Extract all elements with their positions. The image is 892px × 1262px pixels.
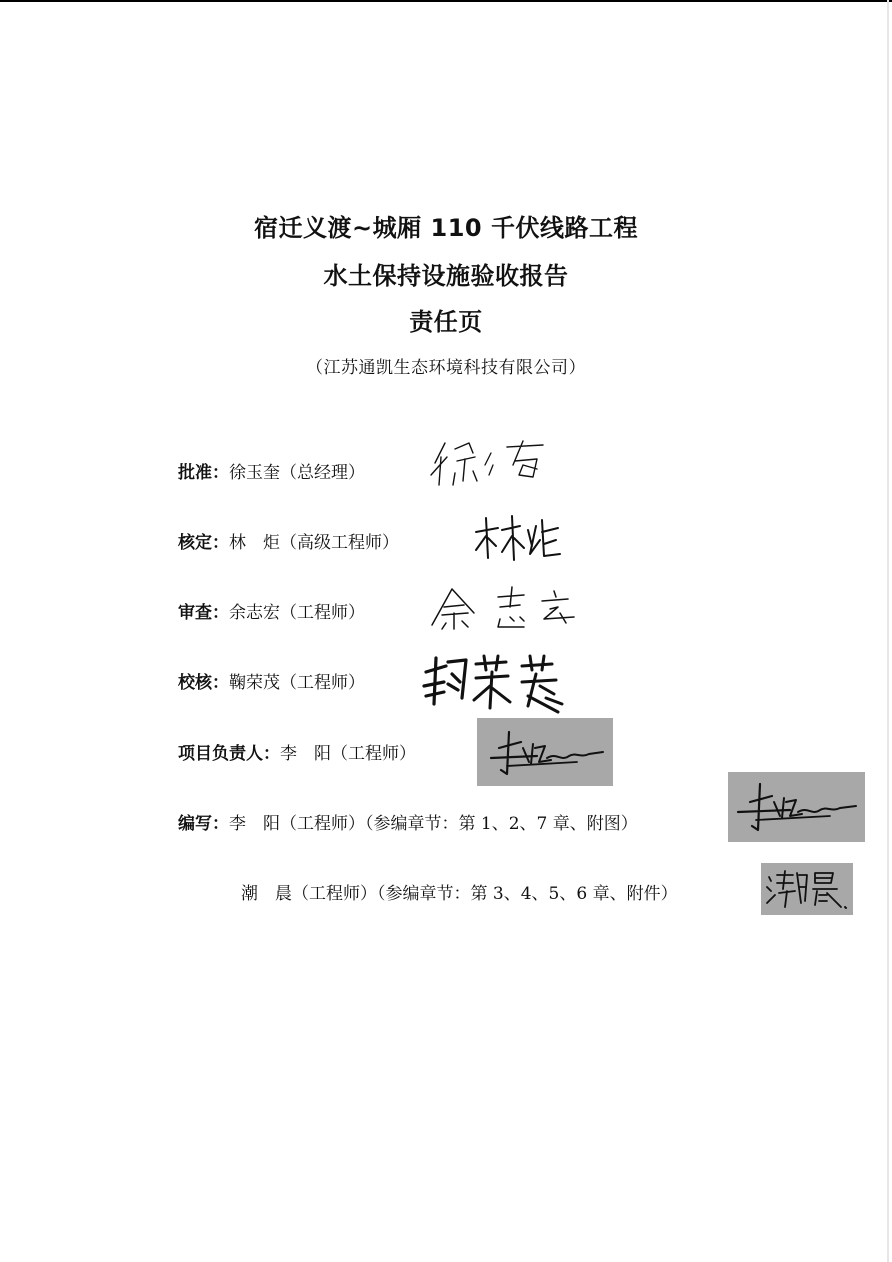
approver-row bbox=[178, 458, 365, 483]
verifier-row bbox=[178, 528, 399, 553]
writer-1-signature bbox=[728, 772, 865, 842]
project-leader-label: 项目负责人： bbox=[178, 744, 280, 764]
verifier-name: 林 炬（高级工程师） bbox=[229, 533, 399, 553]
project-leader-name: 李 阳（工程师） bbox=[280, 744, 416, 764]
document-title-line2: 水土保持设施验收报告 bbox=[323, 262, 569, 290]
approver-label: 批准： bbox=[178, 463, 229, 483]
checker-signature bbox=[418, 652, 570, 714]
project-leader-signature bbox=[477, 718, 613, 786]
writer-row-1 bbox=[178, 809, 638, 834]
top-border bbox=[0, 0, 892, 2]
reviewer-signature bbox=[428, 583, 583, 635]
writer-2-signature bbox=[761, 863, 853, 915]
document-title-line3: 责任页 bbox=[409, 308, 483, 336]
verifier-signature bbox=[470, 510, 565, 565]
right-border bbox=[887, 0, 889, 1262]
reviewer-name: 余志宏（工程师） bbox=[229, 603, 365, 623]
document-title-line1: 宿迁义渡~城厢 110 千伏线路工程 bbox=[254, 214, 638, 242]
approver-name: 徐玉奎（总经理） bbox=[229, 463, 365, 483]
reviewer-row bbox=[178, 598, 365, 623]
writer-row-2 bbox=[241, 879, 678, 904]
company-name: （江苏通凯生态环境科技有限公司） bbox=[306, 358, 586, 378]
checker-label: 校核： bbox=[178, 673, 229, 693]
checker-name: 鞠荣茂（工程师） bbox=[229, 673, 365, 693]
approver-signature bbox=[425, 435, 550, 490]
writer-1-name: 李 阳（工程师）（参编章节：第 1、2、7 章、附图） bbox=[229, 814, 638, 834]
writer-label: 编写： bbox=[178, 814, 229, 834]
writer-2-name: 潮 晨（工程师）（参编章节：第 3、4、5、6 章、附件） bbox=[241, 884, 678, 904]
project-leader-row bbox=[178, 739, 416, 764]
verifier-label: 核定： bbox=[178, 533, 229, 553]
reviewer-label: 审查： bbox=[178, 603, 229, 623]
checker-row bbox=[178, 668, 365, 693]
